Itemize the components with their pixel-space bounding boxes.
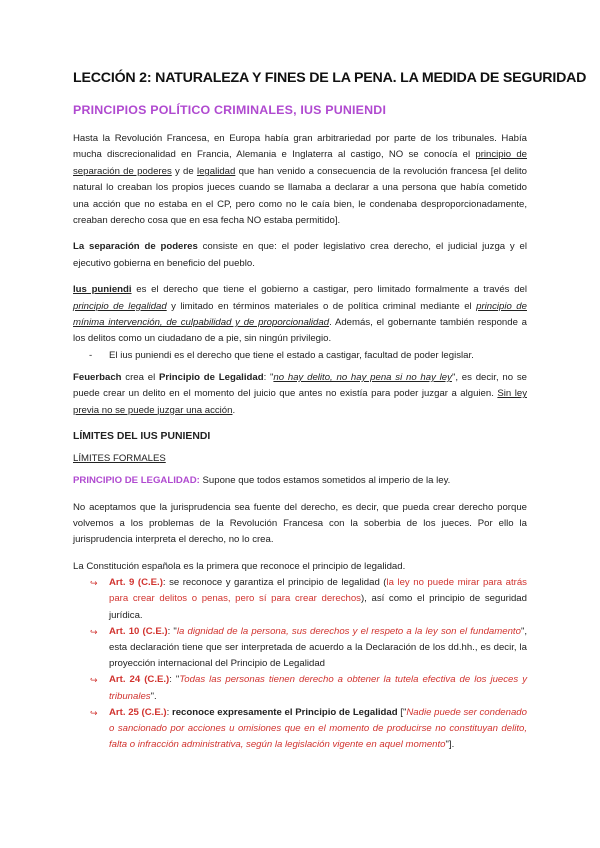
text-run: ". — [150, 690, 157, 702]
paragraph-ius-puniendi — [73, 282, 527, 348]
text-run: ", es decir, no se puede crear un delito en el momento del juicio que antes no existía para poder juzgar a alguien. — [73, 371, 527, 400]
principle-label: PRINCIPIO DE LEGALIDAD: — [73, 475, 200, 487]
arrow-icon: ↪ — [90, 707, 98, 718]
red-italic-quote: Todas las personas tienen derecho a obtener la tutela efectiva de los jueces y tribunales — [109, 674, 527, 702]
list-item-text — [109, 575, 527, 624]
underlined-term: legalidad — [196, 165, 236, 177]
bold-term: Principio de Legalidad — [158, 371, 264, 383]
dash-bullet: - — [89, 349, 93, 361]
paragraph-history — [73, 131, 527, 229]
section-heading: LÍMITES DEL IUS PUNIENDI — [73, 431, 211, 443]
text-run: : " — [167, 625, 177, 637]
bold-underlined-term: Ius puniendi — [73, 284, 132, 296]
text-run: : — [166, 706, 172, 718]
list-item-text — [109, 705, 527, 754]
text-run: : se reconoce y garantiza el principio de legalidad ( — [162, 577, 387, 589]
text-run: Supone que todos estamos sometidos al imperio de la ley. — [199, 475, 451, 487]
list-item — [73, 575, 527, 624]
italic-underlined-term: principio de mínima intervención, de culpabilidad y de proporcionalidad — [73, 300, 527, 329]
bold-term: La separación de poderes — [73, 241, 198, 253]
text-run: crea el — [121, 371, 159, 383]
red-text: la ley no puede mirar para atrás para crear delitos o penas, pero sí para crear derechos — [109, 577, 527, 605]
text-run: "]. — [445, 739, 455, 751]
text-run: Hasta la Revolución Francesa, en Europa había gran arbitrariedad por parte de los tribunales. Había mucha discrecionalidad en Francia, Alemania e Inglaterra al castigo, NO se conocía el — [73, 133, 527, 161]
text-run: : " — [263, 371, 274, 383]
text-run: ", esta declaración tiene que ser interpretada de acuerdo a la Declaración de los dd.hh., es decir, la proyección internacional del Principio de Legalidad — [109, 625, 528, 670]
arrow-icon: ↪ — [90, 675, 98, 686]
article-label: Art. 9 (C.E.) — [109, 577, 163, 589]
underlined-term: Sin ley previa no se puede juzgar una acción — [73, 388, 527, 416]
text-run: que han venido a consecuencia de la revolución francesa [el delito natural lo creaban los propios jueces cuando se llamaba a declarar a una persona que había cometido una acción que no estaba en el CP, pero como no le caía bien, le condenaba desproporcionadamente, creaban derecho cosa que en esa fecha NO estaba permitido]. — [73, 165, 527, 227]
text-run: y de — [171, 165, 197, 177]
bold-term: Feuerbach — [73, 371, 122, 383]
text-run: . — [232, 404, 236, 416]
article-label: Art. 25 (C.E.) — [109, 706, 167, 718]
lesson-title: LECCIÓN 2: NATURALEZA Y FINES DE LA PENA. LA MEDIDA DE SEGURIDAD — [73, 70, 587, 86]
list-item — [73, 705, 527, 754]
italic-underlined-quote: no hay delito, no hay pena si no hay ley — [273, 371, 452, 383]
list-item — [73, 672, 527, 704]
red-italic-quote: la dignidad de la persona, sus derechos y el respeto a la ley son el fundamento — [176, 625, 521, 637]
paragraph-feuerbach — [73, 370, 527, 419]
list-item-text — [109, 624, 527, 673]
article-label: Art. 10 (C.E.) — [109, 625, 168, 637]
subsection-heading: LÍMITES FORMALES — [73, 453, 166, 465]
text-run: ), así como el principio de seguridad jurídica. — [109, 593, 527, 621]
text-run: y limitado en términos materiales o de política criminal mediante el — [166, 300, 477, 312]
text-run: consiste en que: el poder legislativo crea derecho, el judicial juzga y el ejecutivo gobierna en beneficio del pueblo. — [73, 241, 527, 269]
text-run: . Además, el gobernante también responde a los delitos como un ciudadano de a pie, sin ningún privilegio. — [73, 317, 527, 345]
paragraph-jurisprudence: No aceptamos que la jurisprudencia sea fuente del derecho, es decir, que pueda crear derecho porque volvemos a los problemas de la Revolución Francesa con la soberbia de los jueces. Por ello la jurisprudencia interpreta el derecho, no lo crea. — [73, 501, 527, 546]
text-run: [" — [397, 706, 407, 718]
list-item-text: El ius puniendi es el derecho que tiene el estado a castigar, facultad de poder legislar. — [109, 349, 474, 361]
red-italic-quote: Nadie puede ser condenado o sancionado por acciones u omisiones que en el momento de producirse no constituyan delito, falta o infracción administrativa, según la legislación vigente en aquel momento — [109, 706, 527, 751]
list-item — [73, 624, 527, 673]
list-item-text — [109, 672, 527, 704]
italic-underlined-term: principio de legalidad — [73, 300, 167, 312]
dash-list-item — [73, 348, 527, 364]
text-run: es el derecho que tiene el gobierno a castigar, pero limitado formalmente a través del — [131, 284, 527, 296]
text-run: : " — [169, 674, 180, 686]
underlined-term: principio de separación de poderes — [73, 149, 527, 177]
paragraph-legality-principle — [73, 473, 527, 489]
bold-term: reconoce expresamente el Principio de Legalidad — [171, 706, 398, 718]
section-subtitle: PRINCIPIOS POLÍTICO CRIMINALES, IUS PUNIENDI — [73, 103, 387, 117]
articles-list — [73, 575, 527, 753]
paragraph-constitution: La Constitución española es la primera que reconoce el principio de legalidad. — [73, 560, 406, 572]
article-label: Art. 24 (C.E.) — [109, 674, 170, 686]
arrow-icon: ↪ — [90, 578, 98, 589]
paragraph-separation — [73, 239, 527, 272]
arrow-icon: ↪ — [90, 626, 98, 637]
